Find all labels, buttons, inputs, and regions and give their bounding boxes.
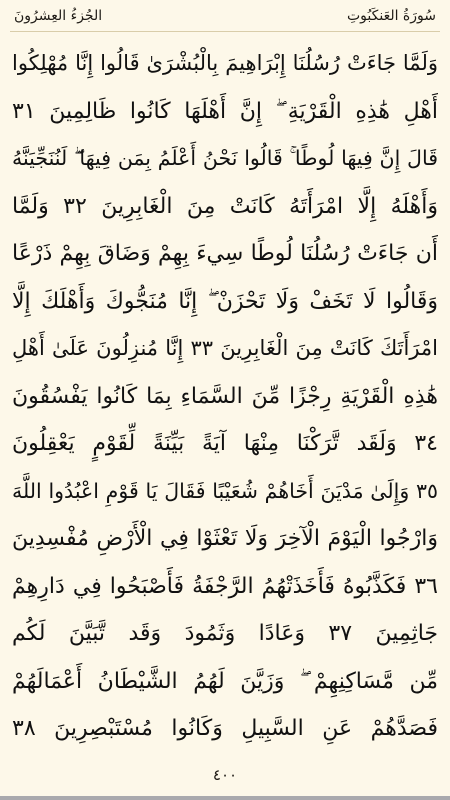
text-line-13: جَاثِمِينَ ٣٧ وَعَادًا وَثَمُودَ وَقَد تَّبَيَّنَ لَكُم (12, 621, 438, 646)
surah-name: سُورَةُ العَنكَبُوتِ (346, 8, 436, 24)
text-line-6: وَقَالُوا لَا تَخَفْ وَلَا تَحْزَنْ ۖ إِنَّا مُنَجُّوكَ وَأَهْلَكَ إِلَّا (12, 288, 438, 314)
text-line-4: وَأَهْلَهُ إِلَّا امْرَأَتَهُ كَانَتْ مِنَ الْغَابِرِينَ ٣٢ وَلَمَّا (12, 193, 438, 219)
quran-text-block (12, 40, 438, 753)
header-divider (10, 31, 440, 32)
text-line-12: ٣٦ فَكَذَّبُوهُ فَأَخَذَتْهُمُ الرَّجْفَةُ فَأَصْبَحُوا فِي دَارِهِمْ (12, 573, 438, 599)
text-line-1: وَلَمَّا جَاءَتْ رُسُلُنَا إِبْرَاهِيمَ بِالْبُشْرَىٰ قَالُوا إِنَّا مُهْلِكُوا (12, 51, 438, 75)
text-line-14: مِّن مَّسَاكِنِهِمْ ۖ وَزَيَّنَ لَهُمُ الشَّيْطَانُ أَعْمَالَهُمْ (12, 668, 438, 694)
text-line-2: أَهْلِ هَٰذِهِ الْقَرْيَةِ ۖ إِنَّ أَهْلَهَا كَانُوا ظَالِمِينَ ٣١ (12, 98, 438, 124)
bottom-edge (0, 796, 450, 800)
text-line-5: أَن جَاءَتْ رُسُلُنَا لُوطًا سِيءَ بِهِمْ وَضَاقَ بِهِمْ ذَرْعًا (12, 241, 438, 266)
page-number: ٤٠٠ (212, 766, 238, 784)
text-line-3: قَالَ إِنَّ فِيهَا لُوطًا ۚ قَالُوا نَحْنُ أَعْلَمُ بِمَن فِيهَا ۖ لَنُنَجِّيَنَّهُ (12, 146, 438, 170)
page-header (0, 0, 450, 34)
text-line-10: ٣٥ وَإِلَىٰ مَدْيَنَ أَخَاهُمْ شُعَيْبًا فَقَالَ يَا قَوْمِ اعْبُدُوا اللَّهَ (12, 478, 438, 503)
text-line-8: هَٰذِهِ الْقَرْيَةِ رِجْزًا مِّنَ السَّمَاءِ بِمَا كَانُوا يَفْسُقُونَ (12, 383, 438, 409)
text-line-9: ٣٤ وَلَقَد تَّرَكْنَا مِنْهَا آيَةً بَيِّنَةً لِّقَوْمٍ يَعْقِلُونَ (12, 431, 438, 456)
juz-name: الجُزءُ العِشرُونَ (14, 8, 103, 24)
text-line-11: وَارْجُوا الْيَوْمَ الْآخِرَ وَلَا تَعْثَوْا فِي الْأَرْضِ مُفْسِدِينَ (12, 526, 438, 551)
text-line-7: امْرَأَتَكَ كَانَتْ مِنَ الْغَابِرِينَ ٣٣ إِنَّا مُنزِلُونَ عَلَىٰ أَهْلِ (12, 336, 438, 360)
text-line-15: فَصَدَّهُمْ عَنِ السَّبِيلِ وَكَانُوا مُسْتَبْصِرِينَ ٣٨ (12, 716, 438, 741)
